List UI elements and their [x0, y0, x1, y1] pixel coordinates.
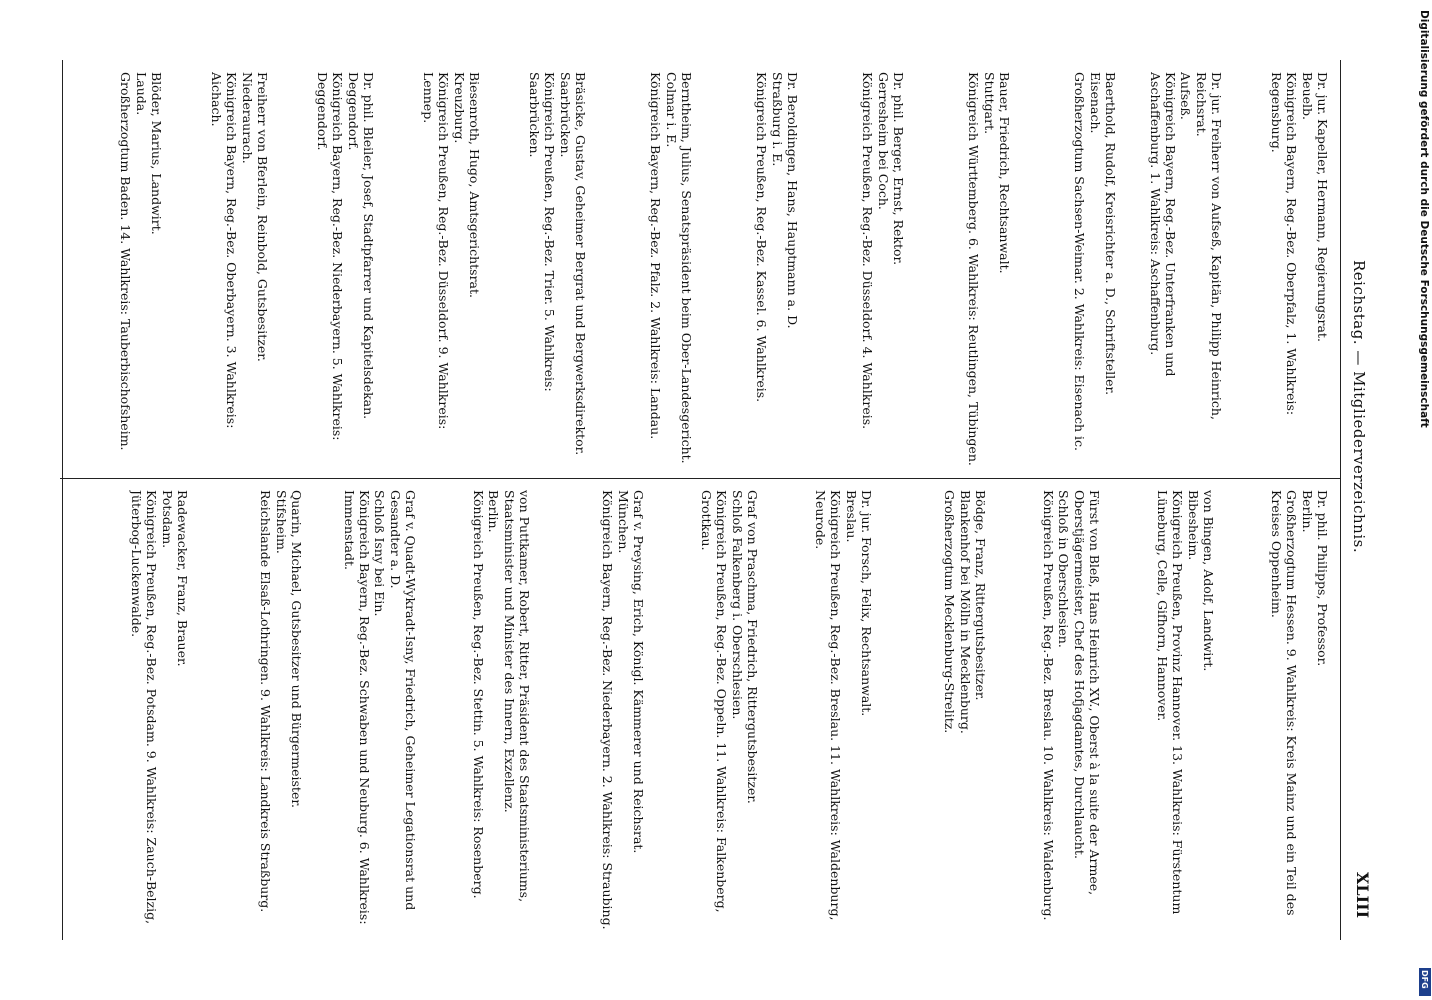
member-entry: [380, 72, 482, 468]
member-place: Eisenach.: [1087, 72, 1103, 134]
member-entry: [878, 490, 988, 940]
member-constituency: Königreich Bayern, Reg.-Bez. Niederbayern. 5. Wahlkreis: Deggendorf.: [315, 72, 346, 441]
member-place: Berlin.: [486, 490, 502, 533]
member-constituency: Königreich Preußen, Reg.-Bez. Potsdam. 9. Wahlkreis: Zauch-Belzig, Jüterbog-Luckenwalde.: [129, 490, 160, 925]
column-divider: [60, 478, 1340, 479]
member-constituency: Königreich Preußen, Reg.-Bez. Breslau. 11. Wahlkreis: Waldenburg, Neurode.: [813, 490, 844, 921]
running-title: Reichstag. — Mitgliederverzeichnis.: [1350, 260, 1368, 554]
member-name: Baerthold, Rudolf, Kreisrichter a. D., Schriftsteller.: [1103, 72, 1118, 396]
member-place: Schloß in Oberschlesien.: [1056, 490, 1072, 648]
member-entry: [486, 72, 588, 468]
page-number: XLIII: [1353, 872, 1372, 919]
member-place: München.: [615, 490, 631, 554]
member-constituency: Königreich Bayern, Reg.-Bez. Schwaben und Neuburg. 6. Wahlkreis: Immenstadt.: [342, 490, 373, 925]
member-entry: [698, 72, 800, 468]
member-constituency: Königreich Bayern, Reg.-Bez. Oberpfalz, 1. Wahlkreis: Regensburg.: [1269, 72, 1300, 416]
member-constituency: Königreich Preußen, Reg.-Bez. Kassel. 6. Wahlkreis.: [754, 72, 770, 403]
member-entry: [992, 490, 1102, 940]
member-constituency: Königreich Bayern, Reg.-Bez. Unterfranken und Aschaffenburg. 1. Wahlkreis: Aschaffenburg.: [1148, 72, 1179, 377]
member-name: Quarin, Michael, Gutsbesitzer und Bürgermeister.: [289, 490, 304, 808]
member-entry: [1228, 72, 1330, 468]
dfg-logo: [1419, 968, 1431, 996]
member-place: Bibesheim.: [1185, 490, 1201, 561]
member-name: Dr. jur. Freiherr von Aufseß, Kapitän, Philipp Heinrich, Reichsrat.: [1193, 72, 1224, 420]
member-place: Kreuzburg.: [451, 72, 467, 144]
member-constituency: Königreich Bayern, Reg.-Bez. Pfalz. 2. Wahlkreis: Landau.: [648, 72, 664, 440]
member-name: Dr. jur. Forsch, Felix, Rechtsanwalt.: [859, 490, 874, 717]
member-constituency: Königreich Preußen, Reg.-Bez. Trier. 5. Wahlkreis: Saarbrücken.: [527, 72, 558, 392]
member-constituency: Großherzogtum Sachsen-Weimar. 2. Wahlkreis: Eisenach ic.: [1072, 72, 1088, 451]
digitization-notice: Digitalisierung gefördert durch die Deutsche Forschungsgemeinschaft: [1418, 10, 1430, 428]
member-constituency: Reichslande Elsaß-Lothringen. 9. Wahlkreis: Landkreis Straßburg.: [258, 490, 274, 913]
member-place: Aufseß.: [1178, 72, 1194, 120]
member-constituency: Königreich Preußen, Reg.-Bez. Düsseldorf. 4. Wahlkreis.: [860, 72, 876, 430]
member-place: Colmar i. E.: [663, 72, 679, 148]
digitization-strip: [1418, 0, 1432, 1000]
member-place: Straßburg i. E.: [769, 72, 785, 167]
member-place: Schloß Isny bei Ein.: [372, 490, 388, 617]
member-place: Gerresheim bei Coch.: [875, 72, 891, 210]
member-constituency: Königreich Bayern, Reg.-Bez. Niederbayern. 2. Wahlkreis: Straubing.: [600, 490, 616, 930]
member-place: Deggendorf.: [345, 72, 361, 151]
member-place: Niederaurach.: [239, 72, 255, 164]
member-entry: [764, 490, 874, 940]
member-constituency: Königreich Preußen, Reg.-Bez. Breslau. 10. Wahlkreis: Waldenburg.: [1041, 490, 1057, 921]
member-name: von Bingen, Adolf, Landwirt.: [1201, 490, 1216, 672]
member-place: Potsdam.: [159, 490, 175, 549]
member-entry: [80, 490, 190, 940]
member-constituency: Königreich Preußen, Reg.-Bez. Oppeln. 11. Wahlkreis: Falkenberg, Grottkau.: [699, 490, 730, 913]
member-entry: [536, 490, 646, 940]
member-constituency: Großherzogtum Mecklenburg-Strelitz.: [942, 490, 958, 734]
dfg-logo-text: DFG: [1420, 970, 1429, 989]
member-entry: [1106, 490, 1216, 940]
member-entry: [62, 72, 164, 468]
member-entry: [1016, 72, 1118, 468]
member-name: Dr. phil. Berger, Ernst, Rektor.: [891, 72, 906, 266]
member-entry: [650, 490, 760, 940]
member-constituency: Königreich Württemberg. 6. Wahlkreis: Reutlingen, Tübingen.: [966, 72, 982, 466]
member-place: Breslau.: [843, 490, 859, 543]
member-entry: [194, 490, 304, 940]
member-name: Blöder, Marius, Landwirt.: [149, 72, 164, 235]
member-constituency: Königreich Preußen, Reg.-Bez. Stettin. 5. Wahlkreis: Rosenberg.: [471, 490, 487, 899]
member-entry: [804, 72, 906, 468]
member-entry: [168, 72, 270, 468]
member-name: Graf von Praschma, Friedrich, Rittergutsbesitzer.: [745, 490, 760, 804]
member-constituency: Königreich Preußen, Provinz Hannover. 13. Wahlkreis: Fürstentum Lüneburg, Celle, Gifhorn, Hannover.: [1155, 490, 1186, 915]
member-place: Stifsheim.: [273, 490, 289, 554]
member-constituency: Königreich Preußen, Reg.-Bez. Düsseldorf. 9. Wahlkreis: Lennep.: [421, 72, 452, 430]
member-constituency: Königreich Bayern, Reg.-Bez. Oberbayern. 3. Wahlkreis: Aichach.: [209, 72, 240, 429]
member-place: Beuelb.: [1299, 72, 1315, 121]
member-constituency: Großherzogtum Baden. 14. Wahlkreis: Tauberbischofsheim.: [118, 72, 134, 451]
member-entry: [910, 72, 1012, 468]
member-constituency: Großherzogtum Hessen. 9. Wahlkreis: Kreis Mainz und ein Teil des Kreises Oppenheim.: [1269, 490, 1300, 916]
member-place: Saarbrücken.: [557, 72, 573, 158]
member-name: Berntheim, Julius, Senatspräsident beim Ober-Landesgericht.: [679, 72, 694, 464]
member-entry: [422, 490, 532, 940]
member-name: Freiherr von Bferlein, Reinbold, Gutsbesitzer.: [255, 72, 270, 362]
member-entry: [1220, 490, 1330, 940]
member-name: Fürst von Bleß, Hans Heinrich XV., Oberst à la suite der Armee, Oberstjägermeister, Chef des Hofjagdamtes, Durchlaucht.: [1071, 490, 1102, 896]
member-place: Blankenhof bei Mölln in Mecklenburg.: [957, 490, 973, 734]
member-name: Radewacker, Franz, Brauer.: [175, 490, 190, 667]
member-name: Dr. phil. Philipps, Professor.: [1315, 490, 1330, 667]
member-place: Lauda.: [133, 72, 149, 116]
member-place: Berlin.: [1299, 490, 1315, 533]
member-place: Schloß Falkenberg i. Oberschlesien.: [729, 490, 745, 720]
member-name: Bräsicke, Gustav, Geheimer Bergrat und Bergwerksdirektor.: [573, 72, 588, 456]
member-name: Dr. phil. Bleiler, Josef, Stadtpfarrer und Kapitelsdekan.: [361, 72, 376, 420]
member-name: Bödge, Franz, Rittergutsbesitzer.: [973, 490, 988, 701]
member-name: Dr. Beroldingen, Hans, Hauptmann a. D.: [785, 72, 800, 329]
member-name: Dr. jur. Kapeller, Hermann, Regierungsrat.: [1315, 72, 1330, 342]
member-entry: [308, 490, 418, 940]
member-name: Bauer, Friedrich, Rechtsanwalt.: [997, 72, 1012, 274]
member-name: von Puttkamer, Robert, Ritter, Präsident des Staatsministeriums, Staatsminister und Minister des Innern, Exzellenz.: [501, 490, 532, 903]
member-place: Stuttgart.: [981, 72, 997, 135]
header-rule: [1340, 60, 1341, 940]
member-name: Graf v. Preysing, Erich, Königl. Kämmerer und Reichsrat.: [631, 490, 646, 854]
member-entry: [274, 72, 376, 468]
member-entry: [1122, 72, 1224, 468]
member-name: Biesenroth, Hugo, Amtsgerichtsrat.: [467, 72, 482, 298]
member-entry: [592, 72, 694, 468]
member-name: Graf v. Quadt-Wykradt-Isny, Friedrich, Geheimer Legationsrat und Gesandter a. D.: [387, 490, 418, 911]
